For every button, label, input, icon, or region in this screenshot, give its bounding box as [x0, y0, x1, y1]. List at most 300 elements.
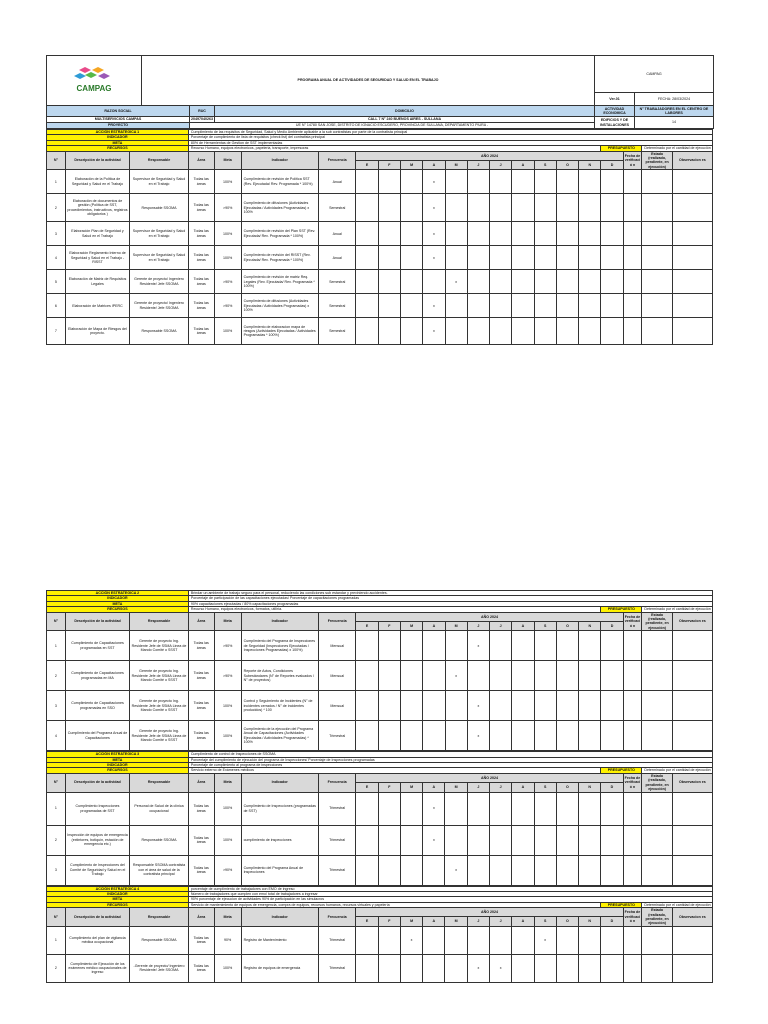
recursos-label: RECURSOS — [47, 768, 189, 773]
row-fecha-verif — [623, 954, 642, 982]
col-fecha-verif: Fecha de verificació n — [623, 908, 642, 927]
month-cell — [601, 691, 623, 721]
row-desc: Cumplimiento de Capacitaciones programadas en SSO — [65, 691, 129, 721]
col-resp: Responsable — [130, 908, 189, 927]
month-cell — [356, 825, 378, 855]
month-cell — [579, 194, 601, 222]
accion-text: Cumplimiento de las requisitos de Seguridad, Salud y Medio Ambiente aplicable a la sub contratistas por parte de la contratista principal — [188, 130, 712, 135]
col-observ: Observacion es — [672, 773, 712, 792]
row-estado — [642, 631, 672, 661]
row-resp: Responsable SSOMA contratista con el área de salud de la contratista principal — [130, 855, 189, 885]
row-area: Todas las áreas — [188, 954, 214, 982]
month-cell — [445, 294, 467, 318]
trabajadores: 14 — [635, 117, 714, 129]
row-observ — [672, 954, 712, 982]
month-cell — [512, 270, 534, 294]
row-indicador: Cumplimiento del Programa de Inspecciones de Seguridad (Inspecciones Ejecutadas / Inspecciones Programadas) x 100%) — [241, 631, 318, 661]
month-cell — [556, 246, 578, 270]
row-indicador: cumplimiento de inspecciones — [241, 825, 318, 855]
row-desc: Cumplimiento del plan de vigilancia médica ocupacional — [65, 926, 129, 954]
month-cell — [601, 631, 623, 661]
row-desc: Elaboración de Matrices IPERC — [65, 294, 129, 318]
month-header: J — [467, 783, 489, 792]
month-cell — [512, 222, 534, 246]
col-n: N° — [47, 908, 66, 927]
month-cell — [445, 954, 467, 982]
month-cell — [400, 631, 422, 661]
month-cell — [400, 294, 422, 318]
month-mark: x — [445, 855, 467, 885]
month-cell — [579, 294, 601, 318]
row-desc: Cumplimiento de Inspecciones del Comité de Seguridad y Salud en el Trabajo — [65, 855, 129, 885]
row-desc: Cumplimiento de Ejecución de los exámenes médico ocupacionales de ingreso — [65, 954, 129, 982]
col-desc: Descripción de la actividad — [65, 908, 129, 927]
month-cell — [467, 661, 489, 691]
section-table — [46, 886, 713, 983]
row-desc: Elaboración de documentos de gestión (Política de SST, procedimientos, instructivos, registros obligatorios ) — [65, 194, 129, 222]
month-cell — [356, 691, 378, 721]
month-cell — [490, 194, 512, 222]
month-cell — [556, 721, 578, 751]
row-frecuencia: Trimestral — [318, 954, 356, 982]
month-header: O — [556, 160, 578, 169]
row-resp: Supervisor de Seguridad y Salud en el Trabajo — [130, 170, 189, 194]
row-estado — [642, 170, 672, 194]
month-cell — [556, 270, 578, 294]
date: FECHA: 28/03/2024 — [635, 93, 714, 106]
indicador-label: META — [47, 757, 189, 762]
row-meta: 100% — [214, 222, 241, 246]
month-cell — [400, 270, 422, 294]
row-desc: Elaboración de Mapa de Riesgos del proyecto. — [65, 318, 129, 345]
row-indicador: Cumplimiento de Inspecciones (programadas de SST) — [241, 792, 318, 825]
month-cell — [601, 954, 623, 982]
month-header: D — [601, 160, 623, 169]
month-cell — [356, 294, 378, 318]
month-cell — [579, 855, 601, 885]
row-desc: Cumplimiento del Programa Anual de Capacitaciones — [65, 721, 129, 751]
month-cell — [400, 954, 422, 982]
month-cell — [579, 631, 601, 661]
month-cell — [423, 631, 445, 661]
row-frecuencia: Anual — [318, 222, 356, 246]
row-meta: >90% — [214, 661, 241, 691]
row-estado — [642, 792, 672, 825]
month-mark: x — [467, 631, 489, 661]
row-frecuencia: Mensual — [318, 661, 356, 691]
row-estado — [642, 222, 672, 246]
month-header: N — [579, 917, 601, 926]
row-desc: Elaboración Reglamento Interno de Seguridad y Salud en el Trabajo - RISST — [65, 246, 129, 270]
month-cell — [378, 222, 400, 246]
row-area: Todas las áreas — [188, 691, 214, 721]
row-fecha-verif — [623, 170, 642, 194]
month-header: J — [490, 917, 512, 926]
actividad-economica: EDIFICIOS Y DE INSTALACIONES — [595, 117, 635, 129]
row-resp: Supervisor de Seguridad y Salud en el Trabajo — [130, 222, 189, 246]
month-cell — [579, 721, 601, 751]
month-header: J — [467, 917, 489, 926]
row-fecha-verif — [623, 246, 642, 270]
col-resp: Responsable — [130, 151, 189, 170]
presupuesto-text: Determinado por el cantidad de ejecución — [642, 768, 713, 773]
label-ruc: RUC — [190, 106, 215, 117]
month-cell — [534, 222, 556, 246]
row-area: Todas las áreas — [188, 318, 214, 345]
month-cell — [556, 926, 578, 954]
col-observ: Observacion es — [672, 151, 712, 170]
month-cell — [356, 270, 378, 294]
row-meta: >90% — [214, 855, 241, 885]
month-cell — [378, 270, 400, 294]
month-cell — [512, 661, 534, 691]
row-meta: 100% — [214, 318, 241, 345]
month-cell — [512, 318, 534, 345]
row-estado — [642, 855, 672, 885]
month-cell — [490, 318, 512, 345]
col-area: Área — [188, 151, 214, 170]
month-header: M — [445, 621, 467, 630]
row-observ — [672, 294, 712, 318]
month-cell — [534, 792, 556, 825]
recursos-label: RECURSOS — [47, 607, 189, 612]
row-desc: Cumplimiento de Capacitaciones programadas en MA — [65, 661, 129, 691]
label-razon: RAZON SOCIAL — [47, 106, 190, 117]
col-n: N° — [47, 612, 66, 631]
month-cell — [556, 194, 578, 222]
month-header: O — [556, 621, 578, 630]
row-meta: >90% — [214, 270, 241, 294]
month-cell — [378, 926, 400, 954]
month-cell — [534, 855, 556, 885]
row-estado — [642, 825, 672, 855]
month-header: S — [534, 917, 556, 926]
month-cell — [534, 661, 556, 691]
month-cell — [579, 222, 601, 246]
month-cell — [423, 855, 445, 885]
activity-row — [47, 721, 713, 751]
svg-text:CAMPAG: CAMPAG — [76, 83, 112, 93]
row-resp: Supervisor de Seguridad y Salud en el Trabajo — [130, 246, 189, 270]
col-estado: Estado (realizado, pendiente, en ejecución) — [642, 773, 672, 792]
month-header: D — [601, 917, 623, 926]
row-resp: Gerente de proyecto Ing. Residente Jefe de SSMA Linea de Mando Comité o SSST — [130, 661, 189, 691]
row-estado — [642, 318, 672, 345]
activity-row — [47, 194, 713, 222]
month-cell — [467, 194, 489, 222]
row-n: 6 — [47, 294, 66, 318]
meta-text: 90% porcentaje de ejecucion de actividades 90% de participación en las simulacros — [188, 897, 712, 902]
presupuesto-label: PRESUPUESTO — [601, 146, 642, 151]
month-mark: x — [445, 661, 467, 691]
month-cell — [378, 721, 400, 751]
month-cell — [378, 194, 400, 222]
month-mark: x — [423, 825, 445, 855]
month-cell — [356, 222, 378, 246]
recursos-text: Servicio de mantenimiento de equipos de emergencia, compra de equipos, recursos humanos, recursos virtuales y papelería — [188, 902, 601, 907]
row-n: 2 — [47, 661, 66, 691]
row-estado — [642, 954, 672, 982]
row-n: 2 — [47, 825, 66, 855]
row-frecuencia: Semestral — [318, 270, 356, 294]
section-4 — [46, 886, 713, 983]
month-cell — [579, 954, 601, 982]
month-cell — [601, 246, 623, 270]
row-n: 3 — [47, 691, 66, 721]
month-cell — [512, 691, 534, 721]
row-frecuencia: Trimestral — [318, 825, 356, 855]
row-area: Todas las áreas — [188, 194, 214, 222]
month-cell — [579, 246, 601, 270]
row-resp: Gerente de proyecto/ Ingeniero Residente/ Jefe SSOMA — [130, 270, 189, 294]
month-cell — [445, 318, 467, 345]
month-cell — [556, 954, 578, 982]
month-header: D — [601, 621, 623, 630]
month-cell — [356, 792, 378, 825]
month-cell — [467, 294, 489, 318]
month-cell — [601, 222, 623, 246]
month-cell — [512, 721, 534, 751]
month-header: J — [490, 783, 512, 792]
label-domicilio: DOMICILIO — [215, 106, 595, 117]
month-cell — [601, 721, 623, 751]
col-anio: AÑO 2024 — [356, 151, 623, 160]
month-cell — [356, 926, 378, 954]
month-header: D — [601, 783, 623, 792]
row-n: 1 — [47, 792, 66, 825]
row-frecuencia: Semestral — [318, 294, 356, 318]
activity-row — [47, 270, 713, 294]
month-cell — [400, 194, 422, 222]
month-cell — [423, 691, 445, 721]
month-cell — [490, 691, 512, 721]
month-cell — [601, 792, 623, 825]
row-resp: Personal de Salud de la clínica ocupacional — [130, 792, 189, 825]
row-estado — [642, 926, 672, 954]
row-meta: >90% — [214, 294, 241, 318]
row-area: Todas las áreas — [188, 825, 214, 855]
row-fecha-verif — [623, 222, 642, 246]
month-header: A — [512, 621, 534, 630]
month-cell — [534, 721, 556, 751]
presupuesto-label: PRESUPUESTO — [601, 607, 642, 612]
month-cell — [423, 661, 445, 691]
month-cell — [556, 661, 578, 691]
row-area: Todas las áreas — [188, 661, 214, 691]
month-cell — [400, 691, 422, 721]
month-cell — [534, 825, 556, 855]
month-cell — [490, 631, 512, 661]
month-cell — [400, 721, 422, 751]
month-cell — [400, 222, 422, 246]
month-cell — [534, 954, 556, 982]
indicador-text: Número de trabajadores que cumplen con emo/ total de trabajadores a ingresar — [188, 891, 712, 896]
row-fecha-verif — [623, 631, 642, 661]
row-estado — [642, 294, 672, 318]
row-indicador: Cumplimiento de revisión de Política SST (Rev. Ejecutada/ Rev. Programada * 100%) — [241, 170, 318, 194]
row-desc: Elaboración de la Política de Seguridad y Salud en el Trabajo — [65, 170, 129, 194]
indicador-text: Porcentaje de cumplimiento de lista de requisitos (check list) del contratista principal — [188, 135, 712, 140]
activity-row — [47, 294, 713, 318]
month-cell — [378, 855, 400, 885]
month-cell — [579, 691, 601, 721]
month-cell — [356, 661, 378, 691]
accion-label: ACCIÓN ESTRATEGICA 3 — [47, 752, 189, 757]
col-desc: Descripción de la actividad — [65, 151, 129, 170]
month-header: A — [423, 160, 445, 169]
month-header: N — [579, 160, 601, 169]
month-cell — [556, 825, 578, 855]
month-cell — [400, 661, 422, 691]
month-header: F — [378, 917, 400, 926]
month-cell — [490, 855, 512, 885]
activity-row — [47, 792, 713, 825]
row-indicador: Control y Seguimiento de Incidentes (N° de incidentes cerrados / N° de incidentes producidos) * 100 — [241, 691, 318, 721]
month-cell — [467, 855, 489, 885]
row-fecha-verif — [623, 270, 642, 294]
month-mark: x — [423, 194, 445, 222]
indicador-label: INDICADOR — [47, 135, 189, 140]
meta-label: META — [47, 601, 189, 606]
month-cell — [378, 691, 400, 721]
col-frecuencia: Frecuencia — [318, 612, 356, 631]
month-cell — [601, 194, 623, 222]
document-title: PROGRAMA ANUAL DE ACTIVIDADES DE SEGURIDAD Y SALUD EN EL TRABAJO — [142, 56, 595, 106]
row-meta: 100% — [214, 954, 241, 982]
row-meta: 90% — [214, 926, 241, 954]
month-cell — [534, 194, 556, 222]
row-area: Todas las áreas — [188, 246, 214, 270]
month-cell — [579, 792, 601, 825]
row-meta: 100% — [214, 246, 241, 270]
col-area: Área — [188, 612, 214, 631]
row-fecha-verif — [623, 691, 642, 721]
month-cell — [534, 246, 556, 270]
month-header: F — [378, 160, 400, 169]
row-meta: >90% — [214, 631, 241, 661]
row-observ — [672, 825, 712, 855]
row-indicador: Registro de equipos de emergencia — [241, 954, 318, 982]
row-observ — [672, 721, 712, 751]
month-header: M — [445, 160, 467, 169]
month-header: A — [512, 917, 534, 926]
month-cell — [423, 721, 445, 751]
month-mark: x — [423, 792, 445, 825]
presupuesto-label: PRESUPUESTO — [601, 902, 642, 907]
row-fecha-verif — [623, 721, 642, 751]
month-header: S — [534, 783, 556, 792]
month-mark: x — [423, 170, 445, 194]
row-n: 1 — [47, 170, 66, 194]
month-header: O — [556, 783, 578, 792]
row-area: Todas las áreas — [188, 222, 214, 246]
row-fecha-verif — [623, 855, 642, 885]
month-cell — [534, 631, 556, 661]
row-area: Todas las áreas — [188, 926, 214, 954]
program-sheet-page-2 — [46, 590, 713, 983]
month-cell — [601, 661, 623, 691]
row-indicador: Cumplimiento de revisión del RISST (Rev. Ejecutada/ Rev. Programada * 100%) — [241, 246, 318, 270]
row-estado — [642, 721, 672, 751]
month-cell — [378, 318, 400, 345]
row-observ — [672, 661, 712, 691]
month-cell — [356, 194, 378, 222]
row-observ — [672, 631, 712, 661]
row-fecha-verif — [623, 194, 642, 222]
row-n: 3 — [47, 222, 66, 246]
month-cell — [356, 954, 378, 982]
month-cell — [378, 825, 400, 855]
activity-row — [47, 954, 713, 982]
month-cell — [378, 954, 400, 982]
month-cell — [400, 170, 422, 194]
col-indicador: Indicador — [241, 151, 318, 170]
col-resp: Responsable — [130, 612, 189, 631]
accion-label: ACCIÓN ESTRATEGICA 2 — [47, 591, 189, 596]
month-header: A — [423, 621, 445, 630]
col-estado: Estado (realizado, pendiente, en ejecución) — [642, 612, 672, 631]
month-cell — [378, 661, 400, 691]
month-header: M — [400, 783, 422, 792]
month-cell — [356, 246, 378, 270]
row-fecha-verif — [623, 792, 642, 825]
col-anio: AÑO 2024 — [356, 612, 623, 621]
col-frecuencia: Frecuencia — [318, 908, 356, 927]
month-header: M — [445, 917, 467, 926]
month-cell — [445, 631, 467, 661]
row-indicador: Cumplimiento de revisión de matriz Req. Legales (Rev. Ejecutada/ Rev. Programada * 100%) — [241, 270, 318, 294]
month-cell — [601, 294, 623, 318]
row-n: 2 — [47, 954, 66, 982]
month-cell — [445, 246, 467, 270]
row-indicador: Cumplimiento de revisión del Plan SST (Rev. Ejecutada/ Rev. Programada * 100%) — [241, 222, 318, 246]
row-observ — [672, 270, 712, 294]
activity-row — [47, 631, 713, 661]
month-cell — [556, 691, 578, 721]
month-mark: x — [490, 954, 512, 982]
row-resp: Responsable SSOMA — [130, 926, 189, 954]
month-cell — [556, 222, 578, 246]
month-cell — [579, 270, 601, 294]
col-estado: Estado (realizado, pendiente, en ejecución) — [642, 908, 672, 927]
activity-row — [47, 246, 713, 270]
row-frecuencia: Semestral — [318, 318, 356, 345]
month-header: A — [512, 783, 534, 792]
col-estado: Estado (realizado, pendiente, en ejecución) — [642, 151, 672, 170]
month-cell — [356, 318, 378, 345]
month-cell — [490, 792, 512, 825]
month-cell — [601, 855, 623, 885]
month-cell — [467, 170, 489, 194]
activity-row — [47, 318, 713, 345]
month-header: O — [556, 917, 578, 926]
section-2 — [46, 590, 713, 751]
col-resp: Responsable — [130, 773, 189, 792]
col-n: N° — [47, 151, 66, 170]
month-cell — [445, 926, 467, 954]
month-header: E — [356, 917, 378, 926]
row-fecha-verif — [623, 825, 642, 855]
month-cell — [445, 170, 467, 194]
month-cell — [423, 270, 445, 294]
col-anio: AÑO 2024 — [356, 908, 623, 917]
indicador-text: Porcentaje de participación de las capacitaciones ejecutadas/ Porcentaje de capacitaciones programadas — [188, 596, 712, 601]
month-cell — [512, 246, 534, 270]
row-estado — [642, 270, 672, 294]
meta-text: Porcentaje de cumplimiento al programa de inspecciones — [188, 763, 712, 768]
month-header: S — [534, 160, 556, 169]
meta-label: INDICADOR — [47, 763, 189, 768]
